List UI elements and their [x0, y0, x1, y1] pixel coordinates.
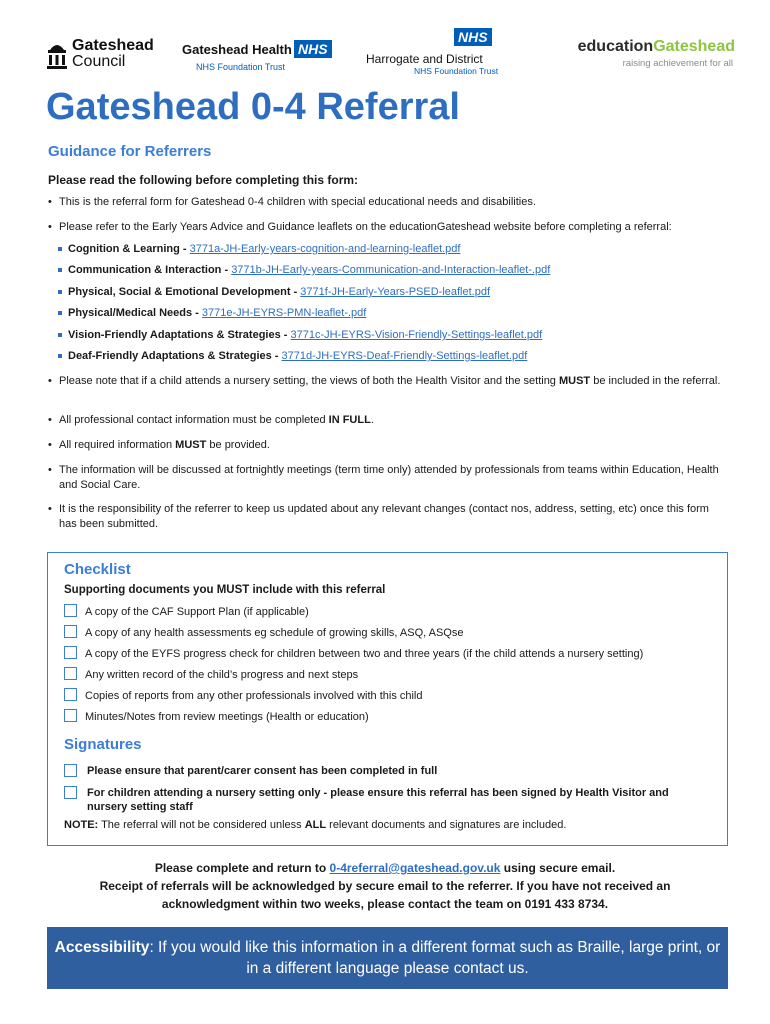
intro-text: Please read the following before completing this form: [48, 173, 359, 187]
eg-tagline: raising achievement for all [622, 58, 733, 69]
accessibility-banner [47, 927, 728, 989]
leaflet-label: Cognition & Learning - [68, 243, 190, 255]
gateshead-health-logo [182, 40, 342, 76]
checklist-item-label: A copy of the CAF Support Plan (if applicable) [85, 606, 309, 618]
harrogate-trust: NHS Foundation Trust [414, 66, 499, 76]
bullet-text: All required information [59, 439, 176, 451]
bullet-emphasis: IN FULL [328, 414, 371, 426]
harrogate-name: Harrogate and District [366, 52, 483, 66]
leaflet-label: Communication & Interaction - [68, 264, 232, 276]
leaflet-item [58, 328, 542, 342]
checkbox[interactable] [64, 667, 77, 680]
leaflet-link[interactable]: 3771d-JH-EYRS-Deaf-Friendly-Settings-leaflet.pdf [281, 350, 528, 362]
checklist-item [64, 689, 423, 703]
guidance-bullet: • It is the responsibility of the referrer to keep us updated about any relevant changes (contact nos, address, setting, etc) once this form has been submitted. [48, 502, 728, 532]
bullet-emphasis: MUST [558, 375, 591, 387]
square-bullet-icon [58, 290, 62, 294]
note-text: relevant documents and signatures are included. [326, 819, 567, 831]
checklist-item-label: A copy of any health assessments eg schedule of growing skills, ASQ, ASQse [85, 627, 464, 639]
nhs-badge: NHS [454, 28, 492, 46]
checkbox[interactable] [64, 709, 77, 722]
leaflet-label: Physical, Social & Emotional Development - [68, 286, 301, 298]
accessibility-label: Accessibility [54, 939, 150, 956]
guidance-bullet: • All required information MUST be provided. [48, 439, 270, 451]
checklist-panel [47, 552, 728, 846]
gateshead-council-logo [46, 38, 172, 76]
accessibility-text: : If you would like this information in a different format such as Braille, large print, or in a different language please contact us. [149, 939, 721, 977]
guidance-bullet: • Please note that if a child attends a nursery setting, the views of both the Health Visitor and the setting MUST be included in the referral. [48, 375, 721, 387]
checklist-item-label: Copies of reports from any other professionals involved with this child [85, 690, 423, 702]
leaflet-item [58, 263, 550, 277]
leaflet-link[interactable]: 3771e-JH-EYRS-PMN-leaflet-.pdf [201, 307, 367, 319]
square-bullet-icon [58, 268, 62, 272]
square-bullet-icon [58, 354, 62, 358]
note-label: NOTE: [64, 819, 99, 831]
checkbox[interactable] [64, 764, 77, 777]
checkbox[interactable] [64, 786, 77, 799]
checklist-item [64, 605, 309, 619]
logo-bar [0, 22, 770, 82]
leaflet-label: Deaf-Friendly Adaptations & Strategies - [68, 350, 282, 362]
council-name-line1: Gateshead [72, 37, 154, 54]
square-bullet-icon [58, 333, 62, 337]
harrogate-logo [366, 28, 506, 76]
bullet-text: Please note that if a child attends a nursery setting, the views of both the Health Visitor and the setting [59, 375, 559, 387]
note [64, 819, 566, 831]
signature-item-label: Please ensure that parent/carer consent has been completed in full [87, 765, 438, 777]
note-emphasis: ALL [304, 819, 327, 831]
checklist-subheading: Supporting documents you MUST include with this referral [64, 584, 386, 596]
checklist-heading: Checklist [64, 561, 131, 578]
leaflet-item [58, 285, 490, 299]
guidance-bullet: • All professional contact information must be completed IN FULL. [48, 414, 374, 426]
checklist-item-label: Any written record of the child’s progress and next steps [85, 669, 359, 681]
nhs-badge: NHS [294, 40, 332, 58]
bullet-text: It is the responsibility of the referrer to keep us updated about any relevant changes (contact nos, address, setting, etc) once this form has been submitted. [59, 503, 709, 530]
checklist-item-label: A copy of the EYFS progress check for children between two and three years (if the child attends a nursery setting) [85, 648, 644, 660]
signature-item [64, 786, 704, 814]
page-title: Gateshead 0-4 Referral [46, 86, 460, 128]
bullet-text: The information will be discussed at fortnightly meetings (term time only) attended by professionals from teams within Education, Health and Social Care. [59, 464, 719, 491]
eg-name-part1: education [577, 38, 654, 55]
acknowledgement-text: Receipt of referrals will be acknowledged by secure email to the referrer. If you have not received an acknowledgment within two weeks, please contact the team on 0191 433 8734. [99, 879, 671, 911]
leaflet-item [58, 349, 527, 363]
checkbox[interactable] [64, 646, 77, 659]
bullet-text: This is the referral form for Gateshead 0-4 children with special educational needs and disabilities. [59, 196, 536, 208]
return-text: using secure email. [500, 861, 616, 875]
return-text: Please complete and return to [154, 861, 330, 875]
checkbox[interactable] [64, 625, 77, 638]
council-crest-icon [46, 38, 68, 70]
leaflet-link[interactable]: 3771f-JH-Early-Years-PSED-leaflet.pdf [300, 286, 491, 298]
checklist-item [64, 647, 643, 661]
gateshead-health-name: Gateshead Health [182, 42, 292, 57]
square-bullet-icon [58, 247, 62, 251]
leaflet-label: Physical/Medical Needs - [68, 307, 202, 319]
bullet-text: be included in the referral. [590, 375, 721, 387]
checklist-item-label: Minutes/Notes from review meetings (Health or education) [85, 711, 369, 723]
bullet-text: be provided. [206, 439, 270, 451]
guidance-bullet: • The information will be discussed at fortnightly meetings (term time only) attended by professionals from teams within Education, Health and Social Care. [48, 463, 728, 493]
signature-item-label: For children attending a nursery setting only - please ensure this referral has been signed by Health Visitor and nursery setting staff [87, 787, 669, 813]
bullet-emphasis: MUST [175, 439, 207, 451]
checklist-item [64, 626, 463, 640]
section-heading-guidance: Guidance for Referrers [48, 143, 212, 160]
checklist-item [64, 710, 369, 724]
council-name-line2: Council [72, 53, 126, 70]
note-text: The referral will not be considered unless [98, 819, 305, 831]
leaflet-link[interactable]: 3771c-JH-EYRS-Vision-Friendly-Settings-leaflet.pdf [290, 329, 543, 341]
guidance-bullet: • Please refer to the Early Years Advice and Guidance leaflets on the educationGateshead website before completing a referral: [48, 220, 728, 235]
checkbox[interactable] [64, 604, 77, 617]
bullet-text: Please refer to the Early Years Advice and Guidance leaflets on the educationGateshead website before completing a referral: [59, 221, 672, 233]
gateshead-health-trust: NHS Foundation Trust [196, 62, 286, 72]
checklist-item [64, 668, 358, 682]
leaflet-item [58, 242, 460, 256]
bullet-text: All professional contact information must be completed [59, 414, 329, 426]
eg-name-part2: Gateshead [653, 38, 735, 55]
signatures-heading: Signatures [64, 736, 142, 753]
checkbox[interactable] [64, 688, 77, 701]
bullet-text: . [370, 414, 374, 426]
return-instructions [60, 859, 710, 913]
signature-item [64, 764, 704, 778]
education-gateshead-logo [530, 38, 735, 74]
leaflet-link[interactable]: 3771a-JH-Early-years-cognition-and-learning-leaflet.pdf [189, 243, 461, 255]
email-link[interactable]: 0-4referral@gateshead.gov.uk [329, 861, 501, 875]
leaflet-label: Vision-Friendly Adaptations & Strategies - [68, 329, 291, 341]
square-bullet-icon [58, 311, 62, 315]
leaflet-item [58, 306, 366, 320]
leaflet-link[interactable]: 3771b-JH-Early-years-Communication-and-Interaction-leaflet-.pdf [231, 264, 551, 276]
guidance-bullet: • This is the referral form for Gateshead 0-4 children with special educational needs and disabilities. [48, 195, 728, 210]
